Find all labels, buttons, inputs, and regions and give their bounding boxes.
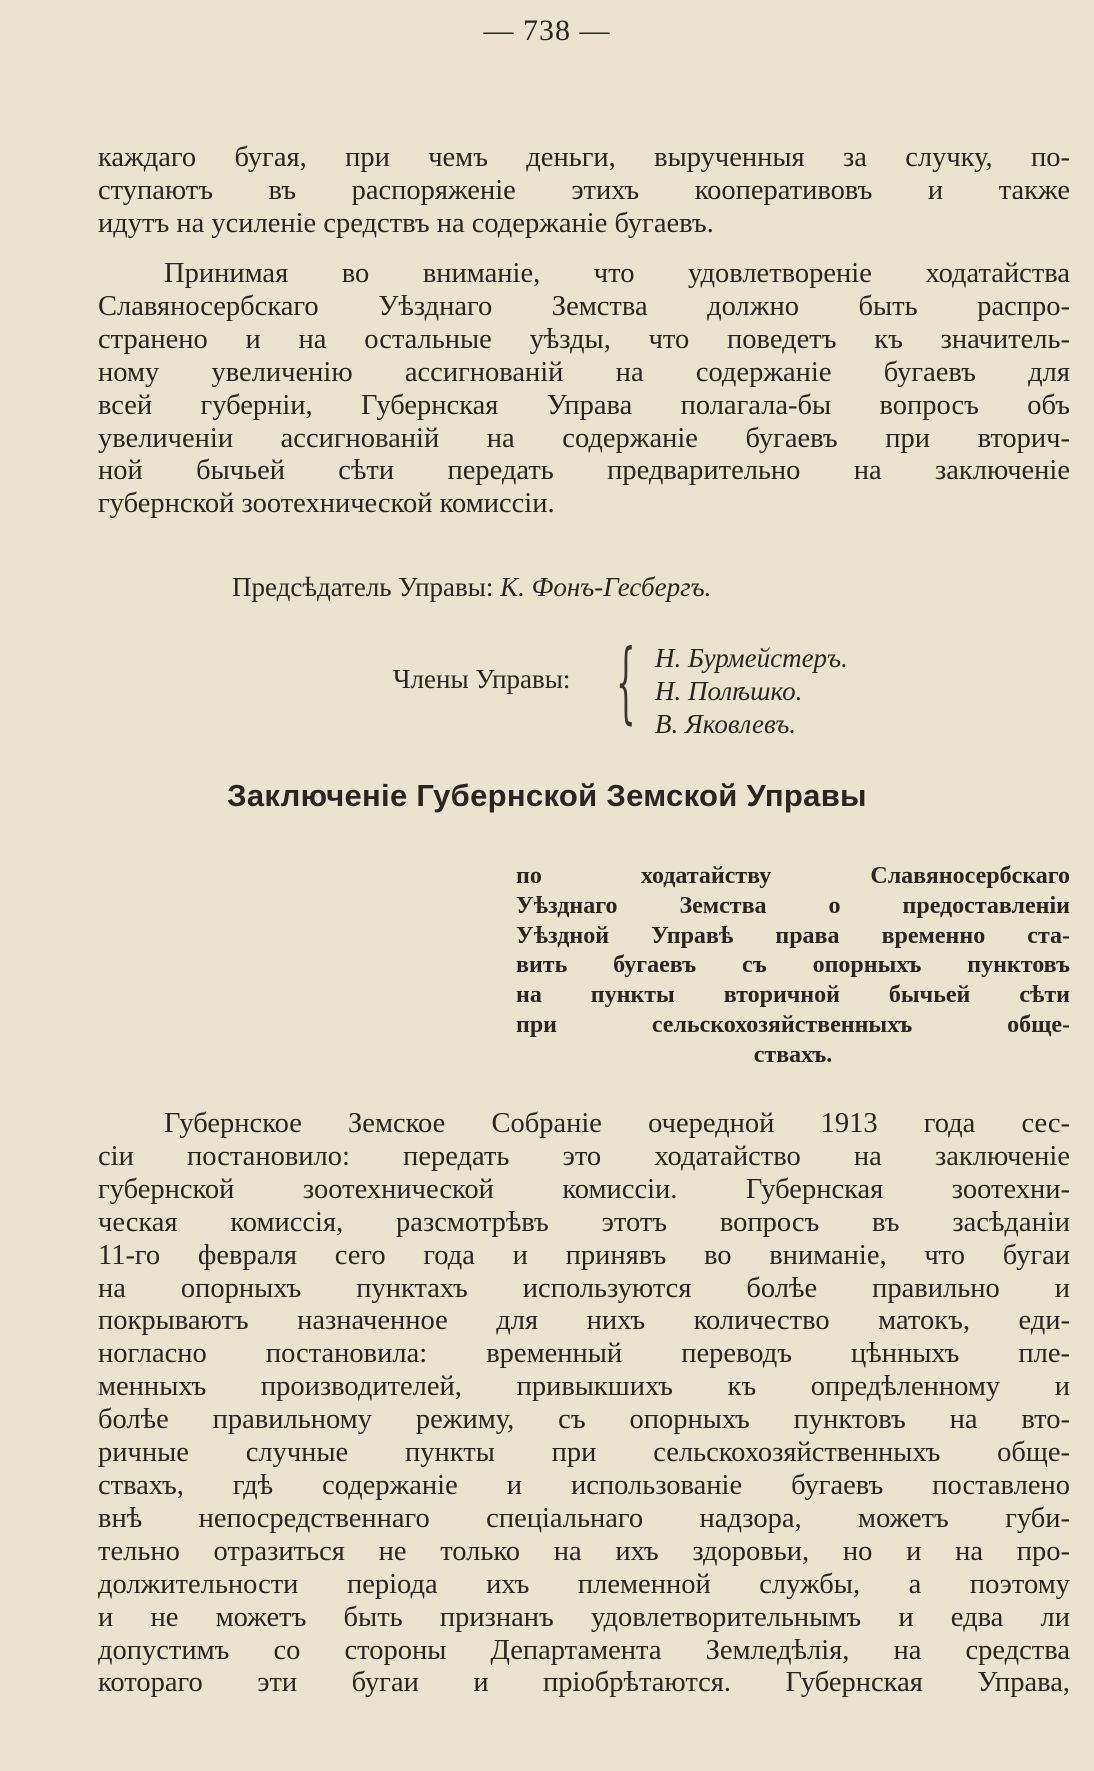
subheading-line: по ходатайству Славяносербскаго [516,863,1070,889]
member-name: В. Яковлевъ. [655,709,797,739]
members-label: Члены Управы: [393,664,571,694]
chairman-signature [232,572,711,603]
text-line: и не можетъ быть признанъ удовлетворительнымъ и едва ли [98,1601,1070,1633]
text-line: ногласно постановила: временный переводъ цѣнныхъ пле- [98,1338,1070,1370]
text-line: увеличеніи ассигнованій на содержаніе бугаевъ при вторич- [98,422,1070,454]
paragraph-2 [98,258,1070,521]
text-line: менныхъ производителей, привыкшихъ къ опредѣленному и [98,1371,1070,1403]
chairman-name: К. Фонъ-Гесбергъ. [500,572,712,602]
member-name: Н. Полѣшко. [655,676,803,706]
text-line: допустимъ со стороны Департамента Земледѣлія, на средства [98,1634,1070,1666]
text-line: губернской зоотехнической комиссіи. Губернская зоотехни- [98,1173,1070,1205]
text-line: Принимая во вниманіе, что удовлетвореніе ходатайства [164,258,1070,289]
text-line: 11-го февраля сего года и принявъ во вниманіе, что бугаи [98,1239,1070,1271]
subheading-line: ствахъ. [753,1041,833,1068]
page-number: — 738 — [483,14,611,47]
text-line: всей губерніи, Губернская Управа полагала-бы вопросъ объ [98,389,1070,421]
text-line: на опорныхъ пунктахъ используются болѣе правильно и [98,1272,1070,1304]
text-line: сіи постановило: передать это ходатайство на заключеніе [98,1140,1070,1172]
text-line: губернской зоотехнической комиссіи. [98,488,555,520]
section-heading: Заключеніе Губернской Земской Управы [227,778,867,813]
subheading-line: Уѣзднаго Земства о предоставленіи [516,892,1070,919]
text-line: ной бычьей сѣти передать предварительно на заключеніе [98,455,1070,487]
text-line: ричные случные пункты при сельскохозяйственныхъ обще- [98,1437,1070,1469]
text-line: каждаго бугая, при чемъ деньги, вырученныя за случку, по- [98,142,1070,173]
subheading-line: вить бугаевъ съ опорныхъ пунктовъ [516,952,1070,979]
brace-symbol: { [616,630,636,733]
member-name: Н. Бурмейстеръ. [655,643,848,673]
subheading-line: при сельскохозяйственныхъ обще- [516,1011,1070,1038]
text-line: странено и на остальные уѣзды, что поведетъ къ значитель- [98,323,1070,355]
text-line: тельно отразиться не только на ихъ здоровьи, но и на про- [98,1535,1070,1567]
section-subheading [516,862,1070,1071]
text-line: ствахъ, гдѣ содержаніе и использованіе бугаевъ поставлено [98,1469,1070,1501]
paragraph-3 [98,1108,1070,1700]
text-line: Славяносербскаго Уѣзднаго Земства должно быть распро- [98,290,1070,322]
text-line: болѣе правильному режиму, съ опорныхъ пунктовъ на вто- [98,1404,1070,1436]
paragraph-1 [98,142,1070,241]
text-line: котораго эти бугаи и пріобрѣтаются. Губернская Управа, [98,1667,1070,1699]
subheading-line: на пункты вторичной бычьей сѣти [516,982,1070,1009]
text-line: идутъ на усиленіе средствъ на содержаніе бугаевъ. [98,207,714,239]
text-line: ческая комиссія, разсмотрѣвъ этотъ вопросъ въ засѣданіи [98,1206,1070,1238]
text-line: ному увеличенію ассигнованій на содержаніе бугаевъ для [98,356,1070,388]
text-line: внѣ непосредственнаго спеціальнаго надзора, можетъ губи- [98,1502,1070,1534]
text-line: ступаютъ въ распоряженіе этихъ кооперативовъ и также [98,174,1070,206]
text-line: должительности періода ихъ племенной службы, а поэтому [98,1568,1070,1600]
text-line: покрываютъ назначенное для нихъ количество матокъ, еди- [98,1305,1070,1337]
text-line: Губернское Земское Собраніе очередной 1913 года сес- [164,1108,1070,1139]
members-list [655,642,848,741]
chairman-label: Предсѣдатель Управы: [232,572,494,602]
subheading-line: Уѣздной Управѣ права временно ста- [516,922,1070,949]
